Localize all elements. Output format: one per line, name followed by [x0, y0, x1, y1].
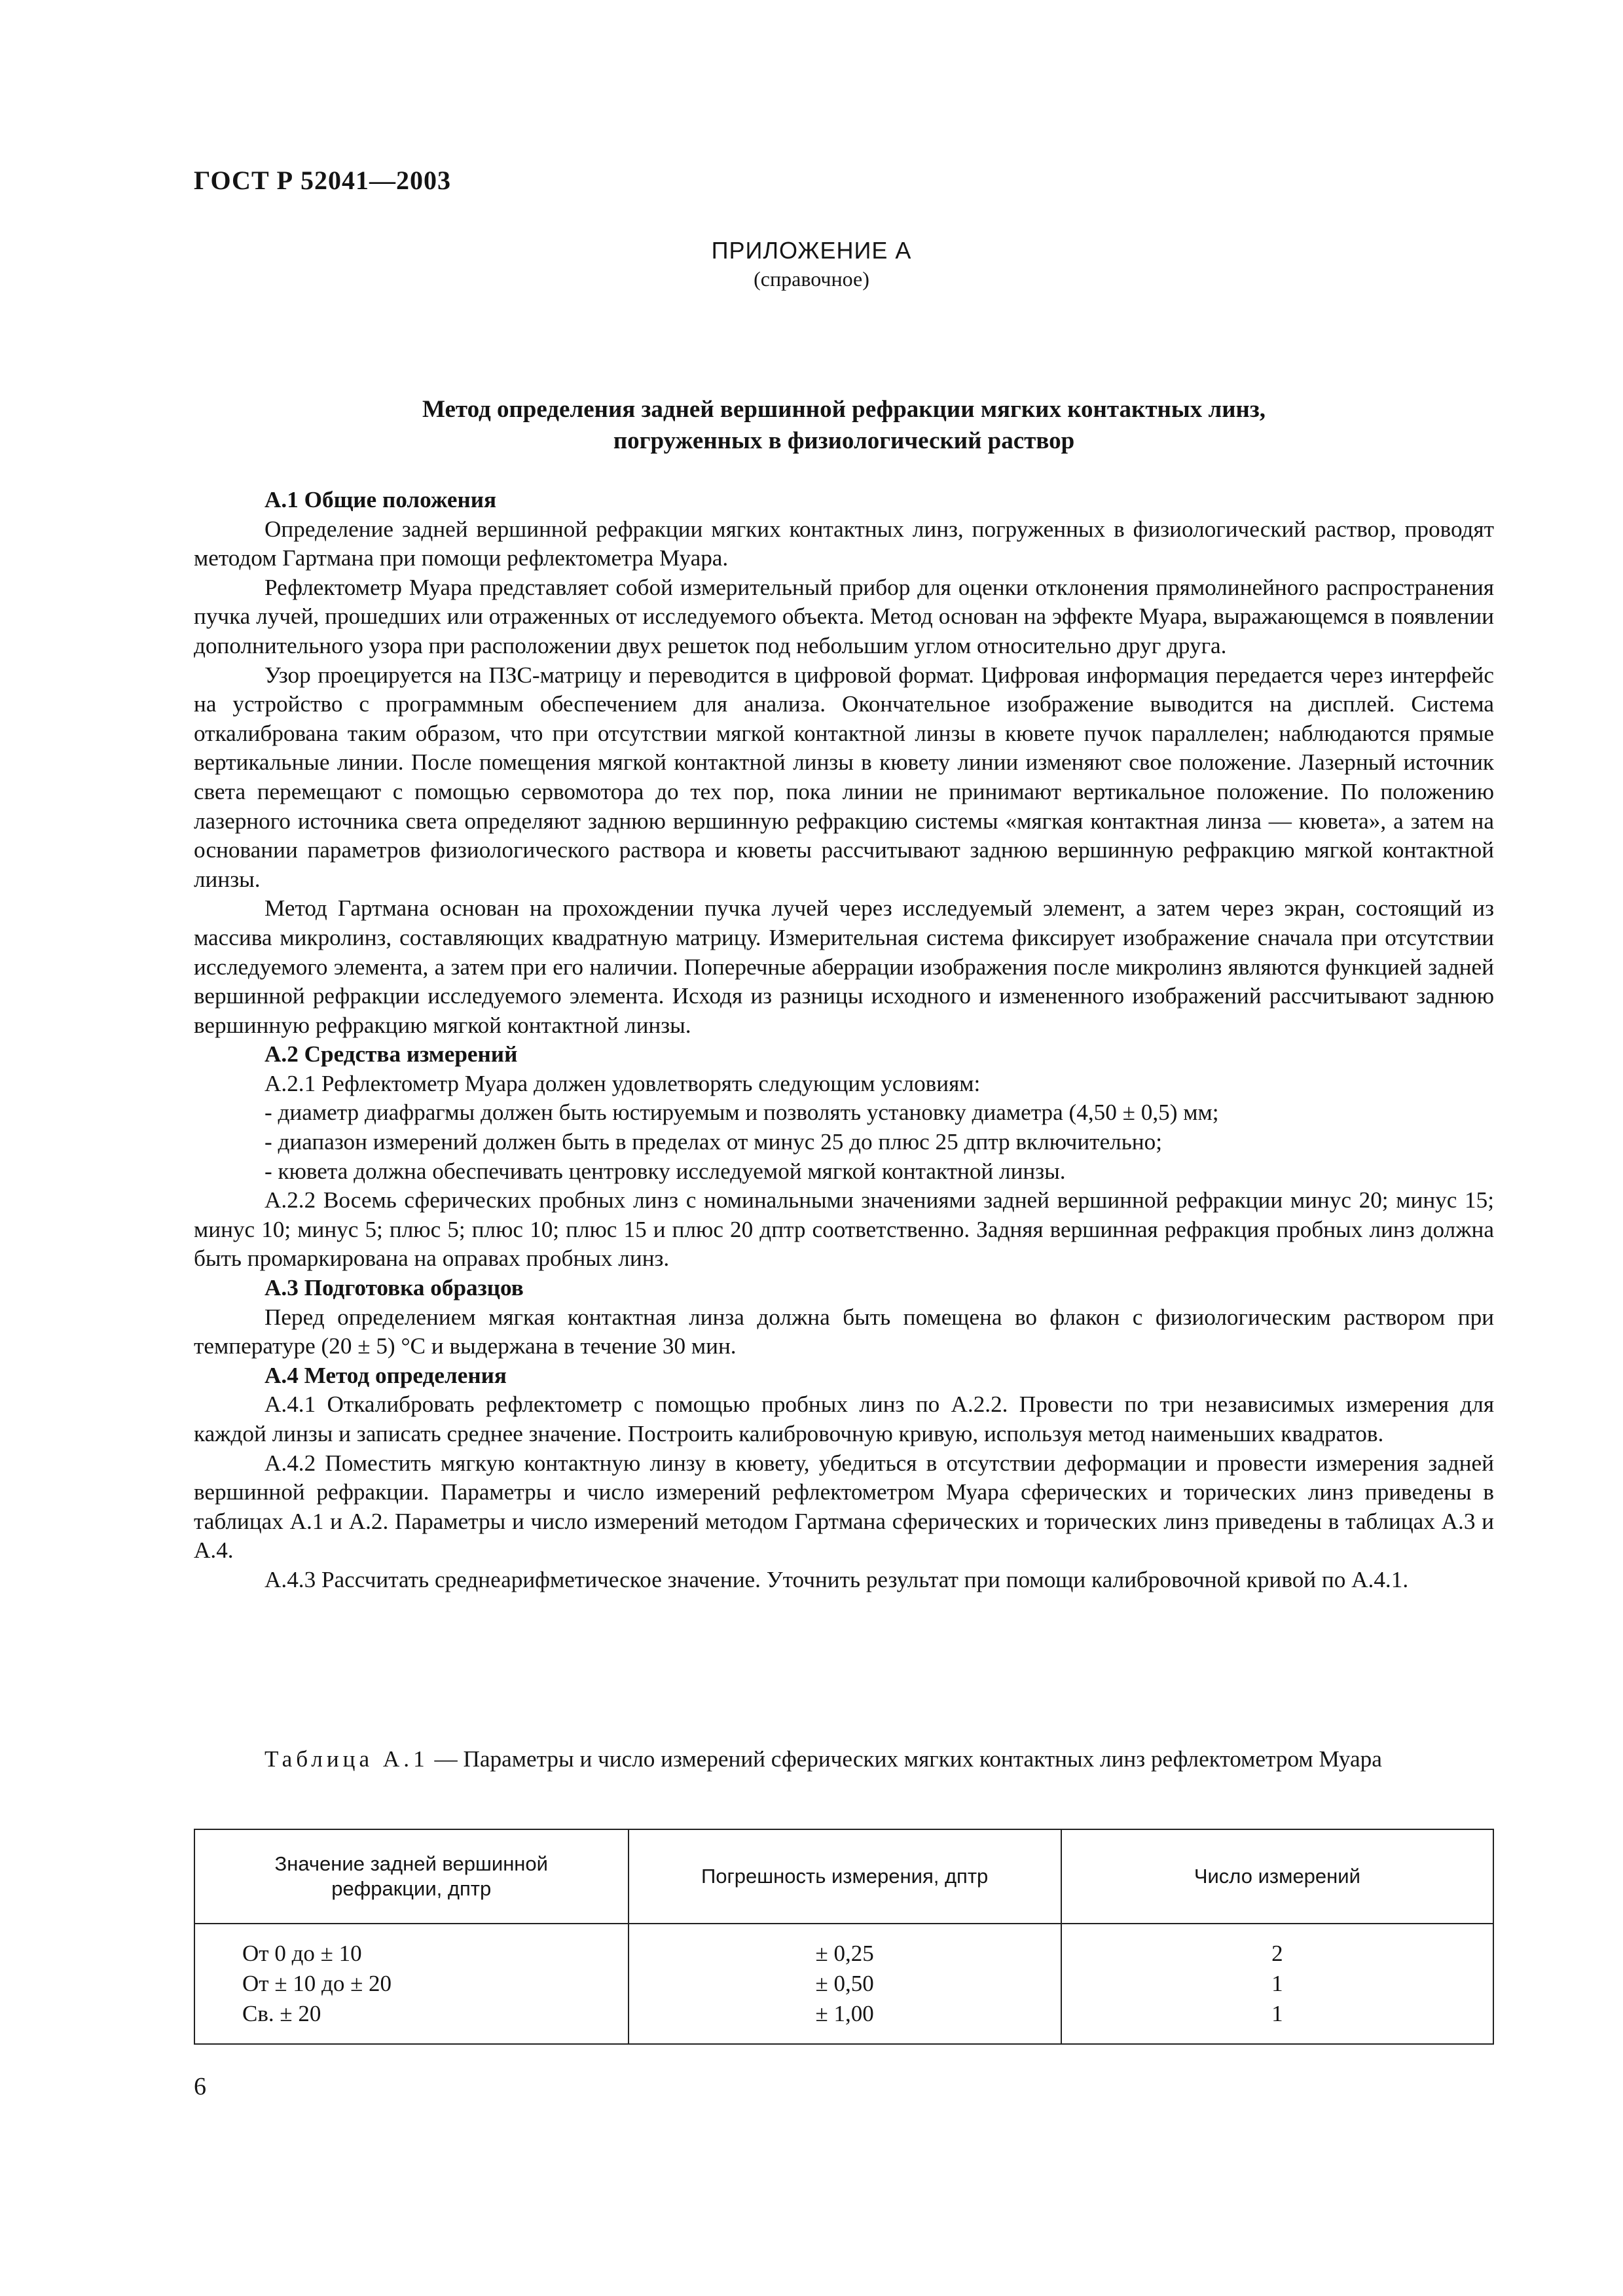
column-header: Число измерений: [1061, 1829, 1493, 1924]
column-header: Значение задней вершинной рефракции, дптр: [194, 1829, 629, 1924]
table-header-row: [194, 1829, 1493, 1924]
paragraph: А.4.1 Откалибровать рефлектометр с помощью пробных линз по А.2.2. Провести по три независимых измерения для каждой линзы и записать среднее значение. Построить калибровочную кривую, используя метод наименьших квадратов.: [194, 1391, 1494, 1446]
section-heading-a2: А.2 Средства измерений: [264, 1041, 518, 1067]
table-caption-label: Таблица А.1: [264, 1746, 429, 1772]
table-row: [194, 1999, 1493, 2044]
table-cell: 1: [1061, 1999, 1493, 2044]
paragraph: Определение задней вершинной рефракции мягких контактных линз, погруженных в физиологический раствор, проводят методом Гартмана при помощи рефлектометра Муара.: [194, 516, 1494, 571]
paragraph: А.2.1 Рефлектометр Муара должен удовлетворять следующим условиям:: [264, 1070, 981, 1096]
main-title: [194, 394, 1494, 457]
paragraph: Рефлектометр Муара представляет собой измерительный прибор для оценки отклонения прямолинейного распространения пучка лучей, прошедших или отраженных от исследуемого объекта. Метод основан на эффекте Муара, выражающемся в появлении дополнительного узора при расположении двух решеток под небольшим углом относительно друг друга.: [194, 574, 1494, 658]
appendix-subtitle: (справочное): [754, 267, 869, 291]
table-caption: [194, 1745, 1494, 1774]
main-title-line-1: Метод определения задней вершинной рефракции мягких контактных линз,: [422, 396, 1266, 423]
table-row: [194, 1924, 1493, 1969]
standard-number: ГОСТ Р 52041—2003: [194, 166, 452, 195]
table-cell: ± 0,50: [629, 1969, 1061, 1999]
table-cell: Св. ± 20: [194, 1999, 629, 2044]
table-cell: 1: [1061, 1969, 1493, 1999]
table-cell: От 0 до ± 10: [194, 1924, 629, 1969]
list-item: - диаметр диафрагмы должен быть юстируемым и позволять установку диаметра (4,50 ± 0,5) мм;: [264, 1100, 1219, 1126]
data-table: [194, 1829, 1494, 2045]
appendix-title: ПРИЛОЖЕНИЕ А: [711, 237, 912, 264]
paragraph: А.4.2 Поместить мягкую контактную линзу в кювету, убедиться в отсутствии деформации и провести измерения задней вершинной рефракции. Параметры и число измерений рефлектометром Муара сферических и торических линз приведены в таблицах А.1 и А.2. Параметры и число измерений методом Гартмана сферических и торических линз приведены в таблицах А.3 и А.4.: [194, 1450, 1494, 1564]
main-title-line-2: погруженных в физиологический раствор: [613, 427, 1075, 454]
list-item: - диапазон измерений должен быть в пределах от минус 25 до плюс 25 дптр включительно;: [264, 1129, 1162, 1155]
section-heading-a3: А.3 Подготовка образцов: [264, 1275, 524, 1301]
section-heading-a4: А.4 Метод определения: [264, 1362, 507, 1388]
paragraph: Метод Гартмана основан на прохождении пучка лучей через исследуемый элемент, а затем через экран, состоящий из массива микролинз, составляющих квадратную матрицу. Измерительная система фиксирует изображение сначала при отсутствии исследуемого элемента, а затем при его наличии. Поперечные аберрации изображения после микролинз являются функцией задней вершинной рефракции исследуемого элемента. Исходя из разницы исходного и измененного изображений рассчитывают заднюю вершинную рефракцию мягкой контактной линзы.: [194, 895, 1494, 1038]
table-caption-text: — Параметры и число измерений сферических мягких контактных линз рефлектометром Муара: [428, 1746, 1382, 1772]
paragraph: Узор проецируется на ПЗС-матрицу и переводится в цифровой формат. Цифровая информация передается через интерфейс на устройство с программным обеспечением для анализа. Окончательное изображение выводится на дисплей. Система откалибрована таким образом, что при отсутствии мягкой контактной линзы в кювете пучок параллелен; наблюдаются прямые вертикальные линии. После помещения мягкой контактной линзы в кювету линии изменяют свое положение. Лазерный источник света перемещают с помощью сервомотора до тех пор, пока линии не принимают вертикальное положение. По положению лазерного источника света определяют заднюю вершинную рефракцию системы «мягкая контактная линза — кювета», а затем на основании параметров физиологического раствора и кюветы рассчитывают заднюю вершинную рефракцию мягкой контактной линзы.: [194, 662, 1494, 892]
page-number: 6: [194, 2073, 206, 2100]
table-cell: ± 0,25: [629, 1924, 1061, 1969]
table-row: [194, 1969, 1493, 1999]
table-cell: ± 1,00: [629, 1999, 1061, 2044]
section-heading-a1: А.1 Общие положения: [264, 487, 497, 512]
column-header: Погрешность измерения, дптр: [629, 1829, 1061, 1924]
paragraph: А.4.3 Рассчитать среднеарифметическое значение. Уточнить результат при помощи калибровочной кривой по А.4.1.: [264, 1566, 1409, 1592]
document-body: [194, 486, 1494, 1595]
table-cell: 2: [1061, 1924, 1493, 1969]
paragraph: А.2.2 Восемь сферических пробных линз с номинальными значениями задней вершинной рефракции минус 20; минус 15; минус 10; минус 5; плюс 5; плюс 10; плюс 15 и плюс 20 дптр соответственно. Задняя вершинная рефракция пробных линз должна быть промаркирована на оправах пробных линз.: [194, 1187, 1494, 1272]
paragraph: Перед определением мягкая контактная линза должна быть помещена во флакон с физиологическим раствором при температуре (20 ± 5) °С и выдержана в течение 30 мин.: [194, 1304, 1494, 1359]
table-cell: От ± 10 до ± 20: [194, 1969, 629, 1999]
list-item: - кювета должна обеспечивать центровку исследуемой мягкой контактной линзы.: [264, 1158, 1066, 1184]
